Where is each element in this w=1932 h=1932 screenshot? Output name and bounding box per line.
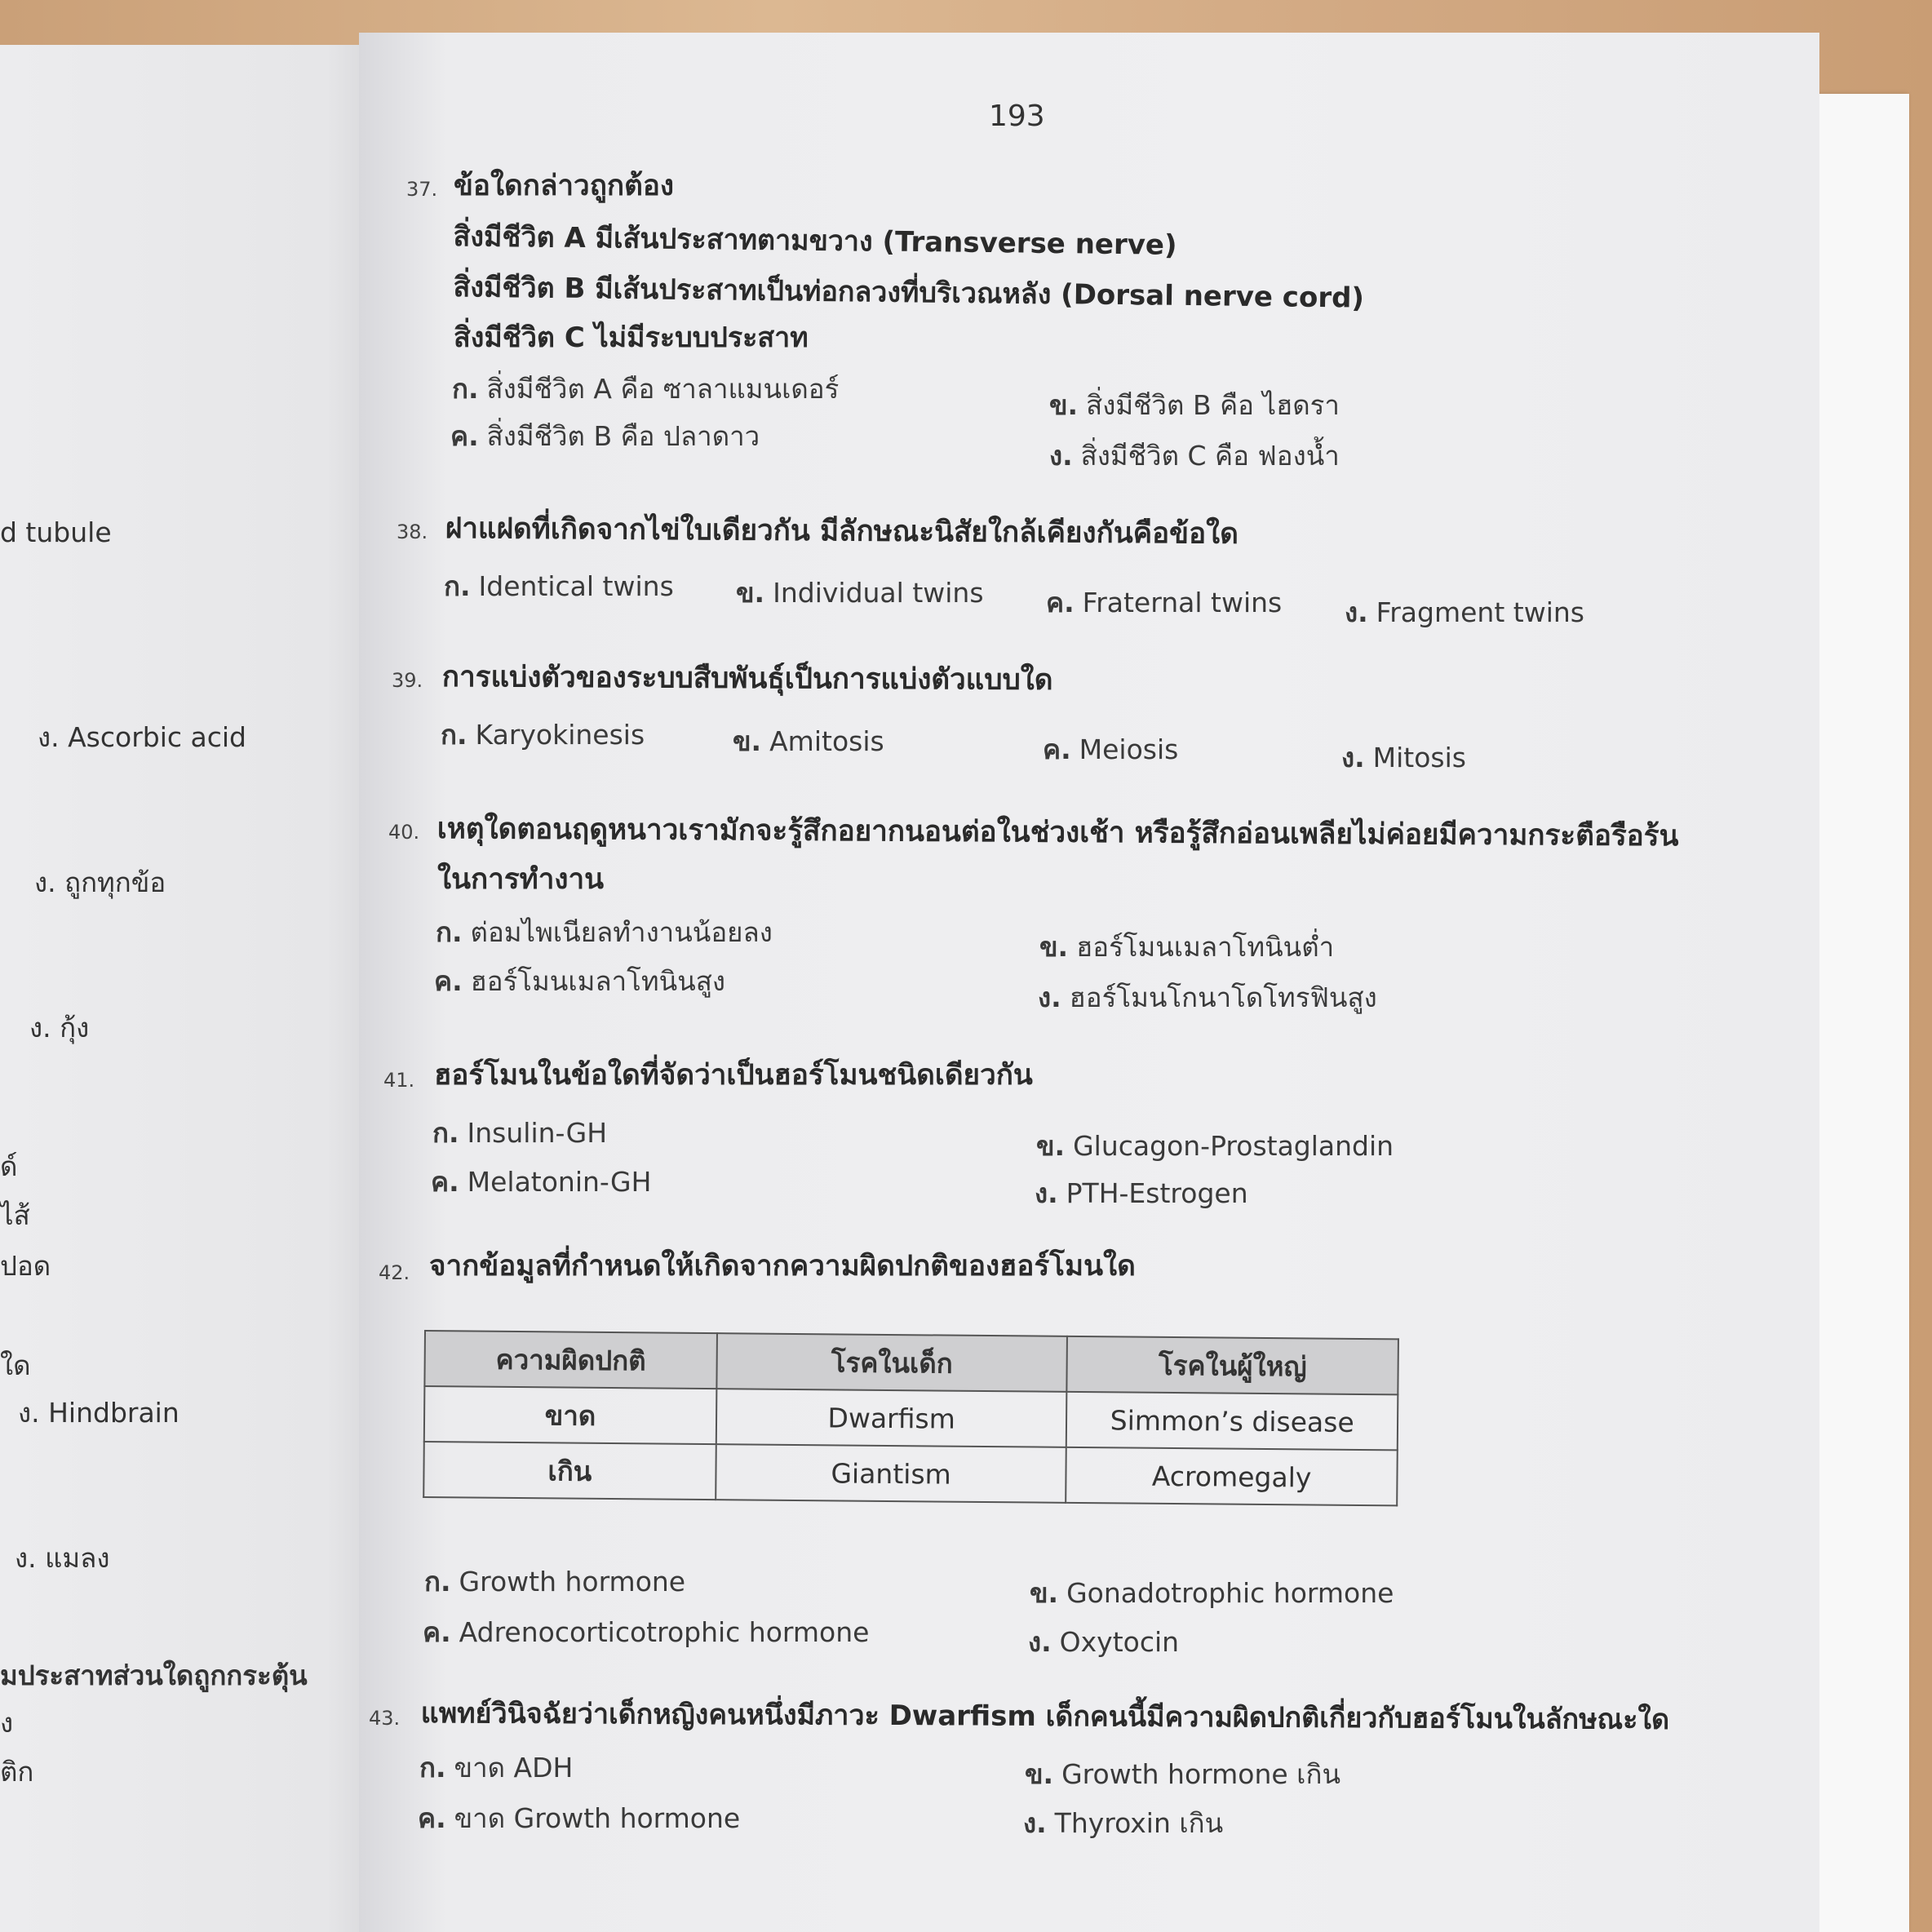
option-a[interactable]	[444, 565, 674, 608]
option-b[interactable]	[1025, 1753, 1340, 1796]
left-fragment: d tubule	[0, 516, 112, 548]
option-label: ก.	[452, 373, 479, 405]
option-text: Fraternal twins	[1082, 587, 1283, 618]
option-c[interactable]	[434, 959, 725, 1003]
option-text: Individual twins	[773, 577, 984, 609]
option-label: ข.	[736, 577, 765, 609]
option-d[interactable]	[1023, 1801, 1223, 1845]
option-text: ขาด Growth hormone	[454, 1802, 741, 1834]
option-c[interactable]	[418, 1797, 740, 1840]
left-fragment: ด์	[0, 1150, 18, 1182]
option-text: Identical twins	[478, 570, 674, 602]
option-c[interactable]	[450, 414, 760, 458]
option-d[interactable]	[1035, 1172, 1248, 1215]
option-label: ง.	[1035, 1177, 1058, 1209]
option-c[interactable]	[1043, 728, 1178, 771]
option-text: Thyroxin เกิน	[1054, 1807, 1224, 1839]
option-label: ก.	[424, 1566, 451, 1597]
question-text-continued: ในการทำงาน	[437, 863, 605, 896]
option-label: ค.	[423, 1616, 451, 1648]
option-text: Mitosis	[1372, 742, 1466, 773]
question-text: จากข้อมูลที่กำหนดให้เกิดจากความผิดปกติของฮอร์โมนใด	[429, 1250, 1136, 1283]
option-a[interactable]	[436, 911, 773, 954]
table-cell: Acromegaly	[1066, 1447, 1398, 1506]
option-text: ฮอร์โมนเมลาโทนินต่ำ	[1076, 931, 1335, 963]
option-c[interactable]	[423, 1611, 869, 1654]
left-fragment: ไส้	[0, 1199, 30, 1231]
left-fragment: มประสาทส่วนใดถูกกระตุ้น	[0, 1659, 308, 1691]
option-a[interactable]	[424, 1560, 685, 1603]
option-label: ก.	[432, 1117, 459, 1149]
option-text: Gonadotrophic hormone	[1066, 1577, 1394, 1609]
page-number: 193	[989, 100, 1045, 133]
option-label: ง.	[1038, 982, 1061, 1013]
option-d[interactable]	[1341, 736, 1466, 779]
table-header-row	[424, 1331, 1398, 1394]
option-label: ค.	[431, 1166, 459, 1198]
option-text: Insulin-GH	[467, 1117, 608, 1149]
question-text: แพทย์วินิจฉัยว่าเด็กหญิงคนหนึ่งมีภาวะ Dwarfism เด็กคนนี้มีความผิดปกติเกี่ยวกับฮอร์โมนในลักษณะใด	[420, 1697, 1670, 1737]
option-label: ค.	[434, 965, 463, 997]
option-text: สิ่งมีชีวิต B คือ ไฮดรา	[1086, 389, 1340, 421]
left-fragment: ง. กุ้ง	[29, 1012, 90, 1044]
option-a[interactable]	[441, 713, 645, 756]
question-number: 37.	[406, 178, 438, 201]
option-text: PTH-Estrogen	[1066, 1177, 1248, 1209]
option-label: ค.	[418, 1802, 446, 1834]
table-cell: Dwarfism	[716, 1389, 1067, 1447]
option-label: ก.	[444, 570, 471, 602]
option-b[interactable]	[1036, 1124, 1394, 1168]
right-page	[359, 33, 1819, 1932]
option-text: Melatonin-GH	[467, 1166, 652, 1198]
table-cell: Simmon’s disease	[1066, 1392, 1398, 1451]
option-text: Glucagon-Prostaglandin	[1073, 1130, 1394, 1162]
option-label: ค.	[1043, 733, 1071, 765]
option-text: Growth hormone	[459, 1566, 686, 1597]
option-a[interactable]	[452, 367, 839, 410]
left-fragment: ง. Ascorbic acid	[38, 721, 246, 753]
option-b[interactable]	[1039, 925, 1334, 968]
option-text: ต่อมไพเนียลทำงานน้อยลง	[470, 916, 773, 948]
option-text: ขาด ADH	[454, 1752, 574, 1784]
question-stem: สิ่งมีชีวิต C ไม่มีระบบประสาท	[454, 321, 809, 354]
question-text: เหตุใดตอนฤดูหนาวเรามักจะรู้สึกอยากนอนต่อในช่วงเช้า หรือรู้สึกอ่อนเพลียไม่ค่อยมีความกระตือรือร้น	[436, 812, 1679, 853]
option-d[interactable]	[1049, 434, 1340, 477]
option-text: สิ่งมีชีวิต A คือ ซาลาแมนเดอร์	[486, 373, 840, 405]
option-b[interactable]	[1030, 1571, 1394, 1615]
option-label: ค.	[450, 420, 479, 452]
question-text: การแบ่งตัวของระบบสืบพันธุ์เป็นการแบ่งตัวแบบใด	[441, 660, 1053, 697]
option-a[interactable]	[432, 1111, 607, 1154]
left-fragment: ง. Hindbrain	[18, 1397, 179, 1429]
left-fragment: ปอด	[0, 1250, 51, 1282]
option-label: ค.	[1046, 587, 1075, 618]
option-b[interactable]	[733, 720, 884, 763]
question-number: 43.	[369, 1707, 401, 1730]
table-row	[423, 1442, 1398, 1505]
option-text: Oxytocin	[1059, 1626, 1180, 1658]
option-label: ข.	[1049, 389, 1079, 421]
option-text: ฮอร์โมนเมลาโทนินสูง	[470, 965, 725, 997]
option-label: ง.	[1049, 440, 1073, 472]
option-text: Amitosis	[769, 725, 884, 757]
left-fragment: ใด	[0, 1349, 31, 1381]
option-label: ง.	[1341, 742, 1365, 773]
option-a[interactable]	[419, 1746, 573, 1789]
option-label: ข.	[1025, 1758, 1054, 1790]
option-label: ง.	[1345, 596, 1368, 628]
option-text: สิ่งมีชีวิต B คือ ปลาดาว	[486, 420, 760, 452]
option-c[interactable]	[431, 1160, 651, 1203]
question-text: ข้อใดกล่าวถูกต้อง	[454, 170, 674, 202]
left-fragment: ง. แมลง	[15, 1542, 110, 1574]
option-label: ข.	[733, 725, 762, 757]
option-label: ก.	[436, 916, 463, 948]
question-number: 41.	[383, 1069, 415, 1092]
question-number: 39.	[392, 669, 423, 692]
left-fragment: ง	[0, 1707, 14, 1739]
option-b[interactable]	[736, 571, 984, 614]
table-cell: ขาด	[424, 1386, 716, 1444]
table-row	[424, 1386, 1398, 1450]
question-number: 40.	[388, 821, 420, 844]
table-header: โรคในผู้ใหญ่	[1067, 1336, 1398, 1395]
question-stem: สิ่งมีชีวิต B มีเส้นประสาทเป็นท่อกลวงที่บริเวณหลัง (Dorsal nerve cord)	[453, 270, 1365, 315]
table-cell: Giantism	[716, 1444, 1066, 1503]
option-label: ก.	[419, 1752, 446, 1784]
hormone-disorder-table	[423, 1330, 1399, 1506]
option-b[interactable]	[1049, 383, 1340, 427]
option-text: Adrenocorticotrophic hormone	[459, 1616, 870, 1648]
option-text: สิ่งมีชีวิต C คือ ฟองน้ำ	[1080, 440, 1340, 472]
question-number: 42.	[379, 1261, 410, 1284]
table-header: โรคในเด็ก	[716, 1333, 1067, 1392]
option-d[interactable]	[1038, 976, 1377, 1019]
left-page	[0, 45, 408, 1932]
option-d[interactable]	[1345, 591, 1584, 634]
option-label: ข.	[1039, 931, 1069, 963]
left-fragment: ติก	[0, 1756, 34, 1788]
question-stem: สิ่งมีชีวิต A มีเส้นประสาทตามขวาง (Transverse nerve)	[453, 219, 1177, 262]
option-text: Karyokinesis	[475, 719, 645, 751]
option-text: Growth hormone เกิน	[1061, 1758, 1341, 1790]
option-c[interactable]	[1046, 581, 1282, 624]
question-text: ฝาแฝดที่เกิดจากไข่ใบเดียวกัน มีลักษณะนิสัยใกล้เคียงกันคือข้อใด	[445, 512, 1239, 551]
option-label: ง.	[1028, 1626, 1052, 1658]
option-text: Meiosis	[1079, 733, 1179, 765]
option-d[interactable]	[1028, 1620, 1179, 1664]
left-fragment: ง. ถูกทุกข้อ	[34, 866, 166, 898]
table-header: ความผิดปกติ	[424, 1331, 716, 1389]
option-text: Fragment twins	[1376, 596, 1584, 628]
question-number: 38.	[397, 521, 428, 543]
option-label: ก.	[441, 719, 467, 751]
question-text: ฮอร์โมนในข้อใดที่จัดว่าเป็นฮอร์โมนชนิดเดียวกัน	[434, 1059, 1033, 1092]
option-label: ข.	[1030, 1577, 1059, 1609]
table-cell: เกิน	[423, 1442, 716, 1500]
option-label: ง.	[1023, 1807, 1047, 1839]
option-label: ข.	[1036, 1130, 1066, 1162]
option-text: ฮอร์โมนโกนาโดโทรฟินสูง	[1069, 982, 1377, 1013]
